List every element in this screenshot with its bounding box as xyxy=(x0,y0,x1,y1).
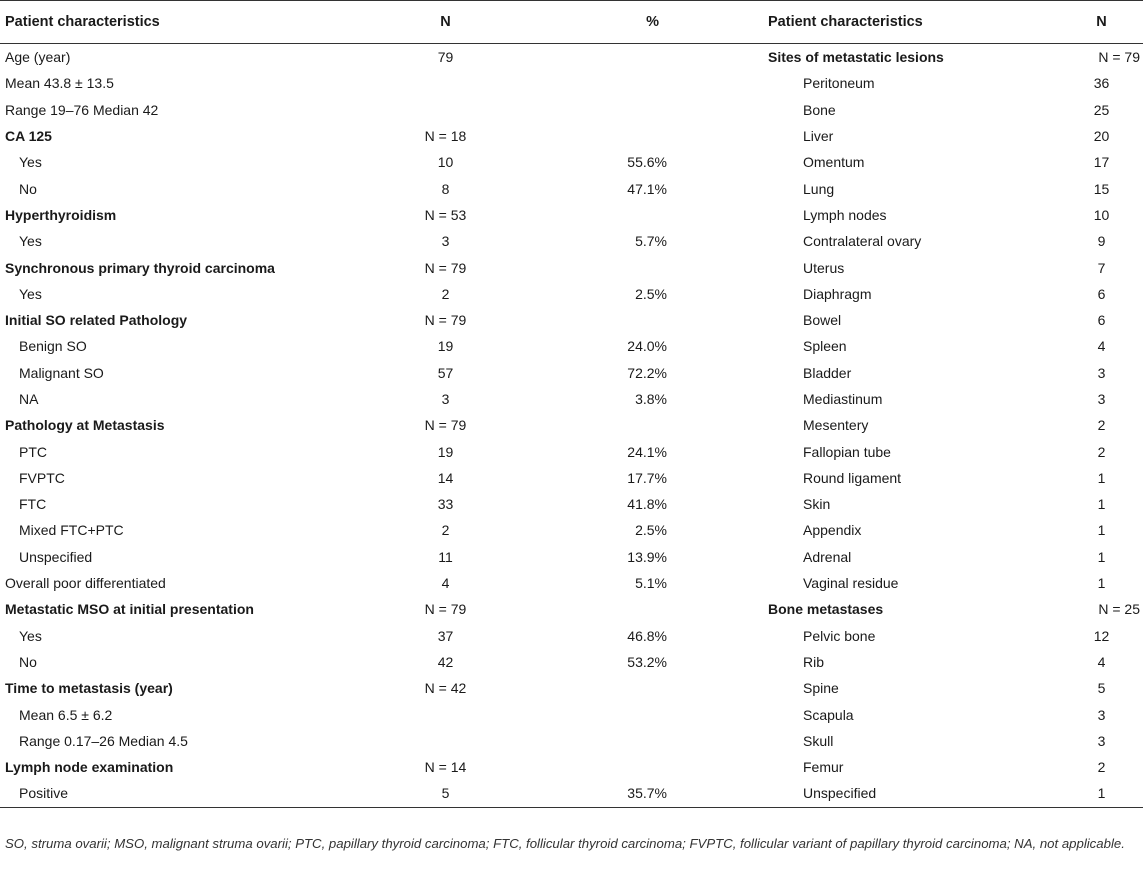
n-left-cell: 42 xyxy=(437,653,454,670)
table-row xyxy=(0,97,1143,123)
characteristic-left-cell: Range 19–76 Median 42 xyxy=(5,101,159,118)
n-right-cell: 3 xyxy=(1097,706,1106,723)
n-right-cell: 3 xyxy=(1097,391,1106,407)
table-row xyxy=(0,412,1143,438)
n-right-cell: 4 xyxy=(1097,653,1106,670)
characteristic-right-cell: Spine xyxy=(803,680,839,697)
n-left-cell: N = 14 xyxy=(424,759,467,776)
characteristic-left-cell: Mean 6.5 ± 6.2 xyxy=(19,706,113,723)
characteristic-right-cell: Omentum xyxy=(803,154,865,171)
percent-cell: 72.2% xyxy=(627,364,667,381)
table-row xyxy=(0,228,1143,254)
percent-cell: 46.8% xyxy=(627,627,667,644)
table-row xyxy=(0,491,1143,517)
n-right-cell: 25 xyxy=(1093,101,1110,118)
percent-cell: 2.5% xyxy=(635,285,667,302)
percent-cell: 24.1% xyxy=(627,443,667,460)
n-left-cell xyxy=(368,97,523,123)
table-row xyxy=(0,438,1143,464)
table-row xyxy=(0,202,1143,228)
table-row xyxy=(0,570,1143,596)
characteristic-right-cell: Unspecified xyxy=(763,780,1060,807)
n-right-cell: 6 xyxy=(1097,285,1106,302)
characteristic-left-cell: No xyxy=(19,653,37,670)
percent-cell xyxy=(523,728,763,754)
table-row xyxy=(0,649,1143,675)
characteristic-left-cell: Yes xyxy=(19,233,42,250)
characteristic-right-cell: Lymph nodes xyxy=(803,206,887,223)
table-row xyxy=(0,728,1143,754)
n-left-cell xyxy=(368,728,523,754)
characteristic-left-cell: Yes xyxy=(19,154,42,171)
characteristic-right-cell: Adrenal xyxy=(803,548,852,565)
percent-cell: 2.5% xyxy=(635,522,667,539)
n-right-cell: 2 xyxy=(1097,443,1106,460)
n-right-cell: 6 xyxy=(1097,312,1106,329)
n-right-cell: N = 79 xyxy=(1098,49,1140,66)
n-right-cell: 4 xyxy=(1097,338,1106,355)
percent-cell xyxy=(523,675,763,701)
percent-cell xyxy=(523,97,763,123)
n-left-cell: N = 79 xyxy=(424,259,467,276)
percent-cell xyxy=(523,596,763,622)
characteristic-left-cell: FVPTC xyxy=(19,469,65,486)
n-left-cell: 79 xyxy=(437,49,454,66)
percent-cell xyxy=(523,70,763,96)
n-right-cell: 10 xyxy=(1093,206,1110,223)
table-row xyxy=(0,70,1143,96)
n-right-cell: 1 xyxy=(1097,522,1106,539)
table-row xyxy=(0,307,1143,333)
characteristic-left-cell: Yes xyxy=(19,285,42,302)
n-left-cell: N = 18 xyxy=(424,128,467,145)
characteristic-left-cell: Benign SO xyxy=(19,338,87,355)
characteristic-right-cell: Sites of metastatic lesions xyxy=(768,49,944,66)
characteristic-right-cell: Pelvic bone xyxy=(803,627,876,644)
percent-cell: 3.8% xyxy=(635,391,667,407)
n-right-cell: 1 xyxy=(1097,469,1106,486)
n-left-cell: 3 xyxy=(441,233,450,250)
characteristic-left-cell: Synchronous primary thyroid carcinoma xyxy=(5,259,275,276)
n-right-cell: 1 xyxy=(1097,548,1106,565)
n-left-cell: 2 xyxy=(441,285,450,302)
n-left-cell: 14 xyxy=(437,469,454,486)
table-footnote: SO, struma ovarii; MSO, malignant struma ovarii; PTC, papillary thyroid carcinoma; FTC, follicular thyroid carcinoma; FVPTC, follicular variant of papillary thyroid carcinoma; NA, not applicable. xyxy=(5,836,1125,851)
table-row xyxy=(0,544,1143,570)
characteristic-right-cell: Vaginal residue xyxy=(803,575,899,592)
table-row xyxy=(0,254,1143,280)
percent-cell xyxy=(523,44,763,71)
table-row xyxy=(0,44,1143,71)
table-row xyxy=(0,333,1143,359)
characteristic-right-cell: Fallopian tube xyxy=(803,443,891,460)
header-patient-characteristics-left: Patient characteristics xyxy=(0,1,368,44)
characteristic-right-cell: Femur xyxy=(803,759,844,776)
n-left-cell: 4 xyxy=(441,575,450,592)
characteristic-left-cell: Mixed FTC+PTC xyxy=(19,522,124,539)
characteristic-right-cell: Appendix xyxy=(803,522,862,539)
n-left-cell: 19 xyxy=(437,443,454,460)
header-percent: % xyxy=(523,1,763,44)
characteristic-left-cell: Age (year) xyxy=(5,49,71,66)
n-left-cell: 8 xyxy=(441,180,450,197)
n-right-cell: 2 xyxy=(1097,417,1106,434)
characteristic-right-cell: Scapula xyxy=(803,706,854,723)
characteristic-left-cell: NA xyxy=(19,391,39,407)
characteristic-right-cell: Bowel xyxy=(803,312,842,329)
n-left-cell: N = 42 xyxy=(424,680,467,697)
n-right-cell: 36 xyxy=(1093,75,1110,92)
percent-cell xyxy=(523,254,763,280)
n-left-cell: 2 xyxy=(441,522,450,539)
characteristic-right-cell: Contralateral ovary xyxy=(803,233,922,250)
characteristic-left-cell: Unspecified xyxy=(19,548,93,565)
table-row xyxy=(0,675,1143,701)
n-right-cell: 1 xyxy=(1097,496,1106,513)
n-right-cell: 9 xyxy=(1097,233,1106,250)
characteristic-right-cell: Spleen xyxy=(803,338,847,355)
n-left-cell: 5 xyxy=(368,780,523,807)
characteristic-right-cell: Mediastinum xyxy=(803,391,883,407)
n-left-cell: 3 xyxy=(441,391,450,407)
characteristic-left-cell: CA 125 xyxy=(5,128,52,145)
n-left-cell: 57 xyxy=(437,364,454,381)
characteristic-right-cell: Peritoneum xyxy=(803,75,875,92)
table-row xyxy=(0,517,1143,543)
percent-cell: 41.8% xyxy=(627,496,667,513)
n-right-cell: 3 xyxy=(1097,732,1106,749)
characteristic-right-cell: Rib xyxy=(803,653,825,670)
percent-cell xyxy=(523,701,763,727)
n-left-cell xyxy=(368,701,523,727)
table-body xyxy=(0,44,1143,808)
percent-cell: 13.9% xyxy=(627,548,667,565)
characteristic-left-cell: Mean 43.8 ± 13.5 xyxy=(5,75,114,92)
characteristic-right-cell: Skin xyxy=(803,496,831,513)
characteristic-right-cell: Bone xyxy=(803,101,836,118)
table-row xyxy=(0,386,1143,412)
n-right-cell: 15 xyxy=(1093,180,1110,197)
header-patient-characteristics-right: Patient characteristics xyxy=(763,1,1060,44)
table-row xyxy=(0,175,1143,201)
n-left-cell: 11 xyxy=(438,548,453,565)
characteristic-left-cell: No xyxy=(19,180,37,197)
n-right-cell: 12 xyxy=(1093,627,1110,644)
table-row xyxy=(0,754,1143,780)
characteristic-left-cell: Metastatic MSO at initial presentation xyxy=(5,601,254,618)
percent-cell: 53.2% xyxy=(627,653,667,670)
n-right-cell: 1 xyxy=(1097,575,1106,592)
characteristic-right-cell: Lung xyxy=(803,180,835,197)
table-row xyxy=(0,623,1143,649)
n-right-cell: N = 25 xyxy=(1098,601,1140,618)
characteristic-right-cell: Uterus xyxy=(803,259,845,276)
n-right-cell: 1 xyxy=(1060,780,1143,807)
characteristic-left-cell: Lymph node examination xyxy=(5,759,174,776)
table-row xyxy=(0,149,1143,175)
characteristic-left-cell: Initial SO related Pathology xyxy=(5,312,188,329)
header-n-right: N xyxy=(1060,1,1143,44)
table-row xyxy=(0,596,1143,622)
n-left-cell xyxy=(368,70,523,96)
characteristic-right-cell: Diaphragm xyxy=(803,285,872,302)
table-header xyxy=(0,1,1143,44)
table-row xyxy=(0,465,1143,491)
characteristic-left-cell: Overall poor differentiated xyxy=(5,575,166,592)
n-left-cell: 10 xyxy=(437,154,454,171)
percent-cell: 47.1% xyxy=(627,180,667,197)
n-left-cell: N = 79 xyxy=(424,601,467,618)
n-right-cell: 5 xyxy=(1097,680,1106,697)
characteristic-right-cell: Bladder xyxy=(803,364,852,381)
percent-cell: 5.1% xyxy=(635,575,667,592)
characteristic-left-cell: Range 0.17–26 Median 4.5 xyxy=(19,732,188,749)
percent-cell: 55.6% xyxy=(627,154,667,171)
table-row xyxy=(0,123,1143,149)
n-right-cell: 2 xyxy=(1097,759,1106,776)
header-n-left: N xyxy=(368,1,523,44)
n-right-cell: 17 xyxy=(1093,154,1110,171)
table-row xyxy=(0,360,1143,386)
characteristic-left-cell: Pathology at Metastasis xyxy=(5,417,165,434)
characteristic-left-cell: Positive xyxy=(0,780,368,807)
table-row xyxy=(0,701,1143,727)
header-row xyxy=(0,1,1143,44)
table-row xyxy=(0,780,1143,807)
percent-cell xyxy=(523,412,763,438)
table-row xyxy=(0,281,1143,307)
n-left-cell: N = 79 xyxy=(424,312,467,329)
characteristic-left-cell: Hyperthyroidism xyxy=(5,206,117,223)
percent-cell: 35.7% xyxy=(523,780,763,807)
n-left-cell: 37 xyxy=(437,627,454,644)
characteristic-left-cell: Malignant SO xyxy=(19,364,104,381)
percent-cell: 17.7% xyxy=(627,469,667,486)
n-left-cell: N = 79 xyxy=(424,417,467,434)
characteristic-right-cell: Liver xyxy=(803,128,834,145)
n-left-cell: 33 xyxy=(437,496,454,513)
characteristic-left-cell: Time to metastasis (year) xyxy=(5,680,173,697)
percent-cell xyxy=(523,202,763,228)
percent-cell xyxy=(523,123,763,149)
n-right-cell: 7 xyxy=(1097,259,1106,276)
characteristic-left-cell: FTC xyxy=(19,496,47,513)
percent-cell xyxy=(523,754,763,780)
percent-cell: 5.7% xyxy=(635,233,667,250)
characteristic-right-cell: Mesentery xyxy=(803,417,869,434)
characteristic-left-cell: Yes xyxy=(19,627,42,644)
characteristic-left-cell: PTC xyxy=(19,443,47,460)
n-left-cell: 19 xyxy=(437,338,454,355)
n-right-cell: 20 xyxy=(1093,128,1110,145)
percent-cell: 24.0% xyxy=(627,338,667,355)
percent-cell xyxy=(523,307,763,333)
characteristic-right-cell: Bone metastases xyxy=(768,601,884,618)
n-left-cell: N = 53 xyxy=(424,206,467,223)
characteristic-right-cell: Round ligament xyxy=(803,469,902,486)
n-right-cell: 3 xyxy=(1097,364,1106,381)
characteristic-right-cell: Skull xyxy=(803,732,834,749)
